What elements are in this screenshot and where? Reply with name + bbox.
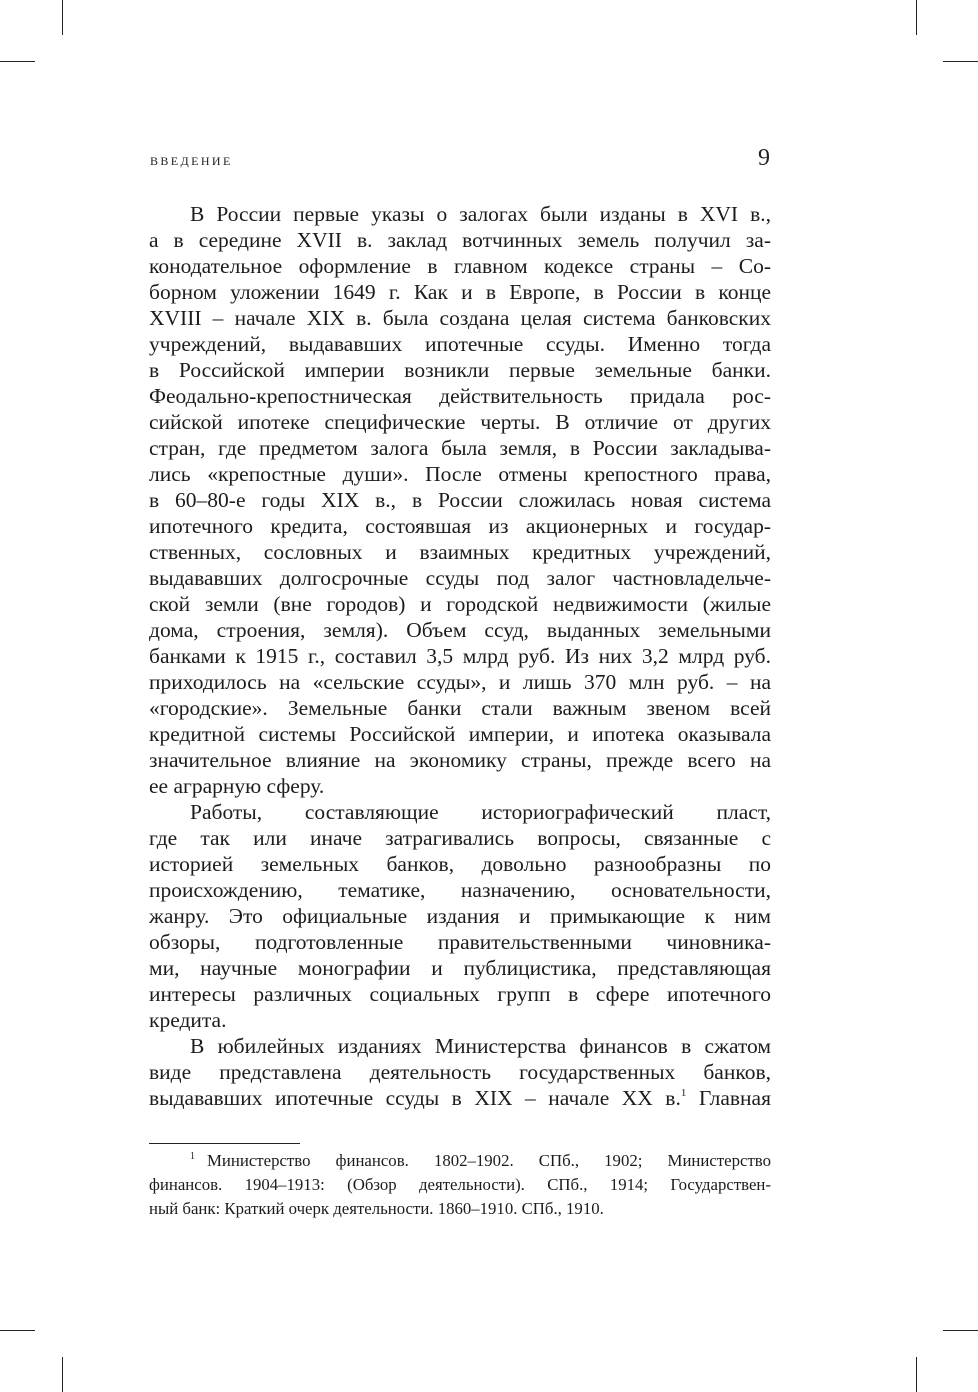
text-line: банками к 1915 г., составил 3,5 млрд руб. Из них 3,2 млрд руб. <box>149 644 771 668</box>
crop-mark <box>0 1330 35 1331</box>
crop-mark <box>943 61 978 62</box>
text-line: ственных, сословных и взаимных кредитных учреждений, <box>149 540 771 564</box>
text-line: историей земельных банков, довольно разнообразны по <box>149 852 771 876</box>
crop-mark <box>62 1357 63 1392</box>
text-line: обзоры, подготовленные правительственными чиновника- <box>149 930 771 954</box>
crop-mark <box>943 1330 978 1331</box>
footnote <box>149 1149 771 1221</box>
text-line: интересы различных социальных групп в сфере ипотечного <box>149 982 771 1006</box>
text-segment: Главная <box>686 1086 771 1110</box>
text-line: где так или иначе затрагивались вопросы, связанные с <box>149 826 771 850</box>
text-line: ипотечного кредита, состоявшая из акционерных и государ- <box>149 514 771 538</box>
text-line: ее аграрную сферу. <box>149 774 325 798</box>
crop-mark <box>0 61 35 62</box>
text-line: Работы, составляющие историографический пласт, <box>190 800 771 824</box>
text-line: борном уложении 1649 г. Как и в Европе, в России в конце <box>149 280 771 304</box>
text-line: учреждений, выдававших ипотечные ссуды. Именно тогда <box>149 332 771 356</box>
footnote-line: финансов. 1904–1913: (Обзор деятельности). СПб., 1914; Государствен- <box>149 1175 771 1194</box>
text-line: а в середине XVII в. заклад вотчинных земель получил за- <box>149 228 771 252</box>
text-line: стран, где предметом залога была земля, в России закладыва- <box>149 436 771 460</box>
text-line: лись «крепостные души». После отмены крепостного права, <box>149 462 771 486</box>
text-line: жанру. Это официальные издания и примыкающие к ним <box>149 904 771 928</box>
crop-mark <box>916 1357 917 1392</box>
text-line: конодательное оформление в главном кодексе страны – Со- <box>149 254 771 278</box>
page-number: 9 <box>758 145 770 171</box>
text-line: ской земли (вне городов) и городской недвижимости (жилые <box>149 592 771 616</box>
text-line: происхождению, тематике, назначению, основательности, <box>149 878 771 902</box>
footnote-reference[interactable]: 1 <box>680 1087 687 1099</box>
text-segment: выдававших ипотечные ссуды в XIX – начале XX в. <box>149 1086 681 1110</box>
text-line: в 60–80-е годы XIX в., в России сложилась новая система <box>149 488 771 512</box>
crop-mark <box>62 0 63 35</box>
footnote-divider <box>149 1143 300 1144</box>
crop-mark <box>916 0 917 35</box>
footnote-line: ный банк: Краткий очерк деятельности. 1860–1910. СПб., 1910. <box>149 1199 604 1218</box>
text-line: Феодально-крепостническая действительность придала рос- <box>149 384 771 408</box>
text-line: значительное влияние на экономику страны, прежде всего на <box>149 748 771 772</box>
footnote-mark: 1 <box>190 1151 195 1162</box>
body-text <box>149 201 771 1111</box>
text-line: виде представлена деятельность государственных банков, <box>149 1060 771 1084</box>
text-line: кредитной системы Российской империи, и ипотека оказывала <box>149 722 771 746</box>
text-line: кредита. <box>149 1008 227 1032</box>
text-line: XVIII – начале XIX в. была создана целая система банковских <box>149 306 771 330</box>
text-line: дома, строения, земля). Объем ссуд, выданных земельными <box>149 618 771 642</box>
text-line: «городские». Земельные банки стали важным звеном всей <box>149 696 771 720</box>
footnote-line <box>149 1149 771 1173</box>
text-line: В России первые указы о залогах были изданы в XVI в., <box>190 202 771 226</box>
footnote-text: Министерство финансов. 1802–1902. СПб., 1902; Министерство <box>207 1151 771 1170</box>
text-line: ми, научные монографии и публицистика, представляющая <box>149 956 771 980</box>
text-line: В юбилейных изданиях Министерства финансов в сжатом <box>190 1034 771 1058</box>
text-line: в Российской империи возникли первые земельные банки. <box>149 358 771 382</box>
running-head: ВВЕДЕНИЕ <box>150 154 233 168</box>
text-line: выдававших долгосрочные ссуды под залог частновладельче- <box>149 566 771 590</box>
text-line: приходилось на «сельские ссуды», и лишь 370 млн руб. – на <box>149 670 771 694</box>
text-line: сийской ипотеке специфические черты. В отличие от других <box>149 410 771 434</box>
text-line-with-footnote-ref <box>149 1085 771 1111</box>
